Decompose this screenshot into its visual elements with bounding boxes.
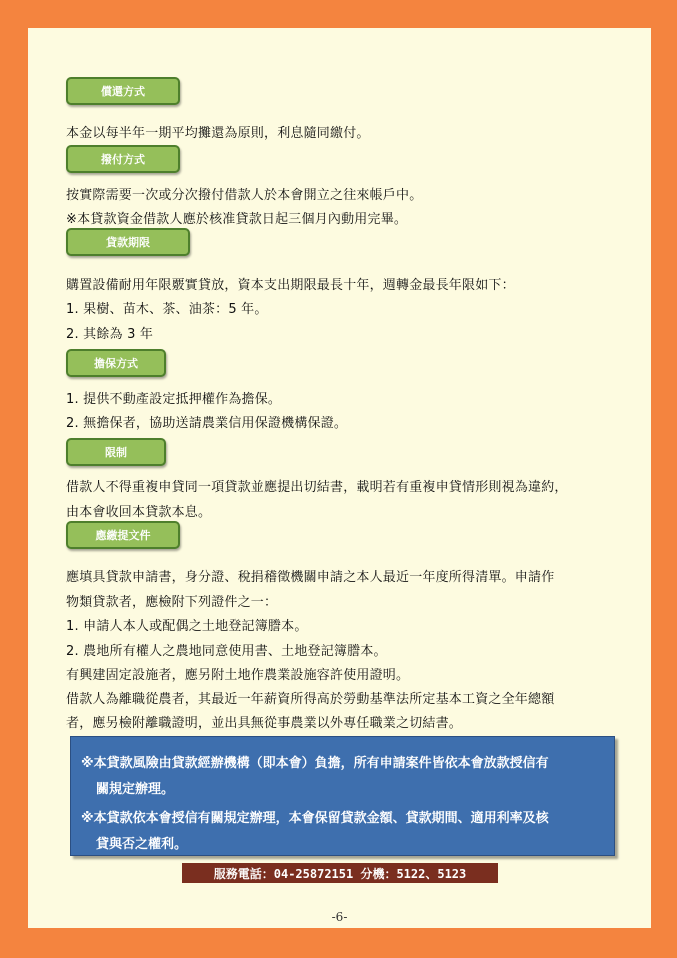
document-page <box>28 28 651 928</box>
documents-line: 者，應另檢附離職證明，並出具無從事農業以外專任職業之切結書。 <box>66 716 463 731</box>
repayment-line: 本金以每半年一期平均攤還為原則，利息隨同繳付。 <box>66 126 370 141</box>
documents-line: 2. 農地所有權人之農地同意使用書、土地登記簿謄本。 <box>66 644 387 659</box>
section-title-repayment: 償還方式 <box>66 77 180 105</box>
disbursement-line: ※本貸款資金借款人應於核准貸款日起三個月內動用完畢。 <box>66 212 408 227</box>
restriction-line: 由本會收回本貸款本息。 <box>66 505 212 520</box>
page-number: -6- <box>331 910 348 924</box>
restriction-line: 借款人不得重複申貸同一項貸款並應提出切結書，載明若有重複申貸情形則視為違約， <box>66 480 568 495</box>
section-title-documents: 應繳提文件 <box>66 521 180 549</box>
documents-line: 應填具貸款申請書，身分證、稅捐稽徵機關申請之本人最近一年度所得清單。申請作 <box>66 570 555 585</box>
disbursement-line: 按實際需要一次或分次撥付借款人於本會開立之往來帳戶中。 <box>66 188 423 203</box>
documents-line: 物類貸款者，應檢附下列證件之一： <box>66 595 278 610</box>
notice-line: 關規定辦理。 <box>96 782 175 797</box>
notice-line: 貸與否之權利。 <box>96 837 188 852</box>
term-line: 2. 其餘為 3 年 <box>66 327 154 342</box>
documents-line: 1. 申請人本人或配偶之土地登記簿謄本。 <box>66 619 308 634</box>
documents-line: 有興建固定設施者，應另附土地作農業設施容許使用證明。 <box>66 668 410 683</box>
section-title-collateral: 擔保方式 <box>66 349 166 377</box>
section-title-term: 貸款期限 <box>66 228 190 256</box>
term-line: 購置設備耐用年限覈實貸放，資本支出期限最長十年，週轉金最長年限如下： <box>66 278 515 293</box>
notice-line: ※本貸款風險由貸款經辦機構（即本會）負擔，所有申請案件皆依本會放款授信有 <box>81 756 549 771</box>
section-title-restriction: 限制 <box>66 438 166 466</box>
documents-line: 借款人為離職從農者，其最近一年薪資所得高於勞動基準法所定基本工資之全年總額 <box>66 692 555 707</box>
collateral-line: 1. 提供不動產設定抵押權作為擔保。 <box>66 392 282 407</box>
notice-line: ※本貸款依本會授信有關規定辦理，本會保留貸款金額、貸款期間、適用利率及核 <box>81 811 549 826</box>
term-line: 1. 果樹、苗木、茶、油茶：5 年。 <box>66 302 268 317</box>
notice-box <box>70 736 615 856</box>
service-phone-bar: 服務電話：04-25872151 分機：5122、5123 <box>182 863 498 883</box>
collateral-line: 2. 無擔保者，協助送請農業信用保證機構保證。 <box>66 416 348 431</box>
section-title-disbursement: 撥付方式 <box>66 145 180 173</box>
